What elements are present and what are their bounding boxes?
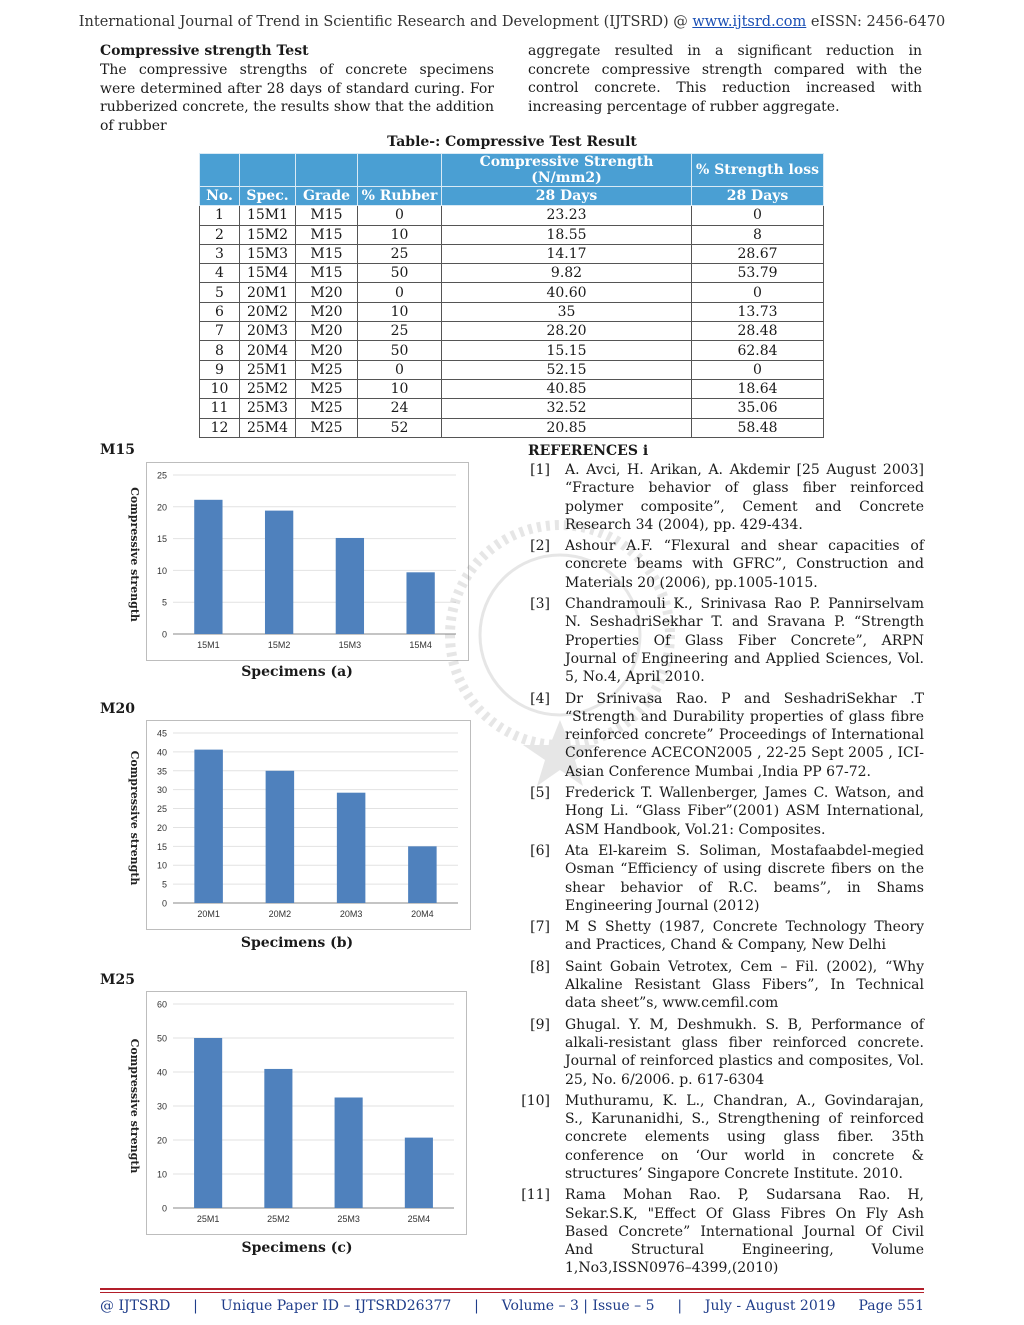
table-cell: 15M1 <box>240 206 296 225</box>
table-cell: 0 <box>692 206 824 225</box>
table-cell: 50 <box>358 264 442 283</box>
table-group-header-strength: Compressive Strength (N/mm2) <box>442 154 692 187</box>
bar <box>335 1098 363 1209</box>
bar <box>194 500 222 634</box>
chart-caption-c: Specimens (c) <box>241 1240 353 1256</box>
table-cell: M20 <box>296 283 358 302</box>
table-cell: M15 <box>296 206 358 225</box>
reference-number: [3] <box>530 596 550 613</box>
y-tick-label: 30 <box>156 1101 167 1112</box>
reference-number: [4] <box>530 690 550 707</box>
table-cell: 9 <box>200 360 240 379</box>
table-cell: 50 <box>358 341 442 360</box>
reference-number: [8] <box>530 958 550 975</box>
bar <box>194 750 223 903</box>
table-row <box>200 264 824 283</box>
table-cell: 25M4 <box>240 418 296 437</box>
table-cell: M20 <box>296 322 358 341</box>
chart-m15 <box>128 462 469 661</box>
compressive-test-table <box>199 153 824 438</box>
table-cell: M25 <box>296 379 358 398</box>
table-cell: 25 <box>358 244 442 263</box>
table-cell: 15M2 <box>240 225 296 244</box>
reference-text: Ashour A.F. “Flexural and shear capacities of concrete beams with GFRC”, Construction and Materials 20 (2006), pp.1005-1015. <box>565 538 924 591</box>
reference-item <box>528 1016 924 1089</box>
y-tick-label: 20 <box>156 822 167 833</box>
reference-number: [11] <box>521 1187 550 1204</box>
x-tick-label: 15M4 <box>409 640 432 650</box>
table-cell: 40.85 <box>442 379 692 398</box>
table-row <box>200 360 824 379</box>
table-cell: 20M1 <box>240 283 296 302</box>
table-cell: M20 <box>296 302 358 321</box>
table-cell: M25 <box>296 360 358 379</box>
section-paragraph-right: aggregate resulted in a significant reduction in concrete compressive strength compared with the control concrete. This reduction increased with increasing percentage of rubber aggregate. <box>528 43 922 115</box>
table-cell: 18.55 <box>442 225 692 244</box>
footer-item: July - August 2019 <box>704 1298 836 1314</box>
table-cell: 52 <box>358 418 442 437</box>
chart-label-m20: M20 <box>100 701 135 717</box>
table-cell: 0 <box>358 283 442 302</box>
table-cell: 35 <box>442 302 692 321</box>
y-tick-label: 5 <box>161 879 167 890</box>
table-row <box>200 225 824 244</box>
table-group-header-loss: % Strength loss <box>692 154 824 187</box>
table-cell: 18.64 <box>692 379 824 398</box>
y-tick-label: 40 <box>156 1067 167 1078</box>
y-tick-label: 10 <box>156 1169 167 1180</box>
bar <box>265 511 293 634</box>
table-cell: 28.67 <box>692 244 824 263</box>
footer-item: Unique Paper ID – IJTSRD26377 <box>220 1298 452 1314</box>
table-cell: 20M2 <box>240 302 296 321</box>
table-header-row <box>200 187 824 206</box>
x-tick-label: 15M1 <box>197 640 220 650</box>
bar <box>264 1069 292 1208</box>
y-axis-label-area <box>121 463 141 660</box>
reference-text: Dr Srinivasa Rao. P and SeshadriSekhar .T “Strength and Durability properties of glass fibre reinforced concrete” Proceedings of International Conference ACECON2005 , 22-25 Sept 2005 , ICI- Asian Conference Mumbai ,India PP 67-72. <box>565 690 924 780</box>
reference-number: [5] <box>530 785 550 802</box>
table-cell: 2 <box>200 225 240 244</box>
y-axis-label: Compressive strength <box>128 487 141 622</box>
table-cell: 28.48 <box>692 322 824 341</box>
table-cell: 58.48 <box>692 418 824 437</box>
y-tick-label: 20 <box>156 502 167 513</box>
table-group-header-blank <box>200 154 240 187</box>
table-cell: 40.60 <box>442 283 692 302</box>
reference-item <box>521 1092 924 1183</box>
table-cell: M25 <box>296 418 358 437</box>
table-cell: 62.84 <box>692 341 824 360</box>
chart-m25 <box>128 991 467 1235</box>
table-cell: 52.15 <box>442 360 692 379</box>
references-section <box>521 442 924 1281</box>
table-header-strength-28: 28 Days <box>442 187 692 206</box>
footer-separator: | <box>193 1298 198 1314</box>
y-tick-label: 0 <box>161 629 167 640</box>
x-tick-label: 20M3 <box>339 909 363 919</box>
y-axis-label-area <box>121 992 141 1234</box>
reference-number: [10] <box>521 1092 550 1109</box>
reference-text: Rama Mohan Rao. P, Sudarsana Rao. H, Sekar.S.K, "Effect Of Glass Fibres On Fly Ash Based Concrete” International Journal Of Civil And Structural Engineering, Volume 1,No3,ISSN0976–4399,(2010) <box>565 1187 924 1277</box>
footer-rule <box>100 1288 924 1291</box>
table-cell: M15 <box>296 225 358 244</box>
reference-text: Ata El-kareim S. Soliman, Mostafaabdel-megied Osman “Efficiency of using discrete fibers on the shear behavior of R.C. beams”, in Shams Engineering Journal (2012) <box>565 842 924 914</box>
bar <box>336 538 364 634</box>
reference-item <box>528 461 924 534</box>
header-issn: eISSN: 2456-6470 <box>806 14 946 30</box>
reference-text: Saint Gobain Vetrotex, Cem – Fil. (2002), “Why Alkaline Resistant Glass Fibers”, In Technical data sheet”s, www.cemfil.com <box>565 958 924 1012</box>
chart-m20 <box>128 720 471 930</box>
table-cell: 25M1 <box>240 360 296 379</box>
table-cell: 35.06 <box>692 399 824 418</box>
table-row <box>200 302 824 321</box>
section-paragraph-left: The compressive strengths of concrete specimens were determined after 28 days of standard curing. For rubberized concrete, the results show that the addition of rubber <box>100 62 494 134</box>
left-text-column <box>100 42 494 135</box>
y-axis-label: Compressive strength <box>128 1038 141 1174</box>
table-cell: 28.20 <box>442 322 692 341</box>
table-cell: 0 <box>358 206 442 225</box>
reference-item <box>528 595 924 686</box>
y-tick-label: 5 <box>161 597 167 608</box>
table-cell: 53.79 <box>692 264 824 283</box>
y-axis-label-area <box>121 721 141 929</box>
reference-text: Muthuramu, K. L., Chandran, A., Govindarajan, S., Karunanidhi, S., Strengthening of reinforced concrete elements using glass fiber. 35th conference on ‘Our world in concrete & structures’ Singapore Concrete Institute. 2010. <box>565 1092 924 1182</box>
y-tick-label: 10 <box>156 565 167 576</box>
table-cell: 20.85 <box>442 418 692 437</box>
reference-text: Frederick T. Wallenberger, James C. Watson, and Hong Li. “Glass Fiber”(2001) ASM International, ASM Handbook, Vol.21: Composites. <box>565 785 924 838</box>
footer-separator: | <box>474 1298 479 1314</box>
table-header-loss-28: 28 Days <box>692 187 824 206</box>
reference-item <box>528 842 924 915</box>
y-tick-label: 30 <box>156 785 167 796</box>
table-row <box>200 399 824 418</box>
table-cell: 10 <box>358 225 442 244</box>
table-cell: M15 <box>296 244 358 263</box>
y-axis-label: Compressive strength <box>128 750 141 886</box>
reference-number: [7] <box>530 919 550 936</box>
table-cell: 3 <box>200 244 240 263</box>
table-group-header-blank <box>240 154 296 187</box>
bar <box>194 1038 222 1208</box>
y-tick-label: 25 <box>156 470 167 481</box>
table-row <box>200 322 824 341</box>
footer-separator: | <box>677 1298 683 1314</box>
table-cell: 13.73 <box>692 302 824 321</box>
table-cell: 25 <box>358 322 442 341</box>
table-row <box>200 341 824 360</box>
table-cell: 10 <box>200 379 240 398</box>
table-cell: 7 <box>200 322 240 341</box>
x-tick-label: 25M1 <box>196 1214 220 1224</box>
x-tick-label: 20M2 <box>268 909 292 919</box>
footer-item: @ IJTSRD <box>100 1298 171 1314</box>
references-list <box>521 461 924 1278</box>
table-cell: 10 <box>358 379 442 398</box>
reference-text: Chandramouli K., Srinivasa Rao P. Pannirselvam N. SeshadriSekhar T. and Sravana P. “Strength Properties Of Glass Fiber Concrete”, ARPN Journal of Engineering and Applied Sciences, Vol. 5, No.4, April 2010. <box>565 596 924 686</box>
references-title: REFERENCES i <box>528 443 649 459</box>
table-row <box>200 418 824 437</box>
table-cell: 12 <box>200 418 240 437</box>
table-cell: 20M3 <box>240 322 296 341</box>
x-tick-label: 20M1 <box>197 909 220 919</box>
reference-item <box>528 784 924 839</box>
y-tick-label: 45 <box>156 728 167 739</box>
table-cell: 5 <box>200 283 240 302</box>
reference-text: M S Shetty (1987, Concrete Technology Theory and Practices, Chand & Company, New Delhi <box>565 919 924 954</box>
reference-item <box>528 690 924 781</box>
reference-number: [9] <box>530 1016 550 1033</box>
bar <box>405 1138 433 1208</box>
reference-number: [6] <box>530 842 550 859</box>
bar <box>406 572 434 634</box>
table-cell: 8 <box>200 341 240 360</box>
table-cell: 0 <box>692 283 824 302</box>
reference-number: [1] <box>530 462 550 478</box>
footer-item: Page 551 <box>858 1298 924 1314</box>
x-tick-label: 25M2 <box>267 1214 290 1224</box>
table-row <box>200 379 824 398</box>
y-tick-label: 10 <box>156 860 167 871</box>
header-text: International Journal of Trend in Scientific Research and Development (IJTSRD) @ <box>78 14 693 30</box>
table-cell: 20M4 <box>240 341 296 360</box>
reference-item <box>528 537 924 592</box>
y-tick-label: 35 <box>156 766 167 777</box>
table-cell: M20 <box>296 341 358 360</box>
table-row <box>200 206 824 225</box>
table-cell: 1 <box>200 206 240 225</box>
table-header-rubber: % Rubber <box>358 187 442 206</box>
table-header-spec: Spec. <box>240 187 296 206</box>
bar <box>337 793 366 903</box>
table-cell: 10 <box>358 302 442 321</box>
bar <box>266 771 295 903</box>
y-tick-label: 40 <box>156 747 167 758</box>
table-cell: M25 <box>296 399 358 418</box>
page-footer <box>100 1298 924 1314</box>
x-tick-label: 25M3 <box>337 1214 360 1224</box>
y-tick-label: 25 <box>156 804 167 815</box>
table-cell: 15.15 <box>442 341 692 360</box>
header-link[interactable]: www.ijtsrd.com <box>692 14 807 30</box>
table-group-header-row <box>200 154 824 187</box>
table-group-header-blank <box>358 154 442 187</box>
x-tick-label: 15M3 <box>338 640 362 650</box>
table-header-no: No. <box>200 187 240 206</box>
reference-text: Ghugal. Y. M, Deshmukh. S. B, Performance of alkali-resistant glass fiber reinforced concrete. Journal of reinforced plastics and composites, Vol. 25, No. 6/2006. p. 617-6304 <box>565 1016 924 1088</box>
y-tick-label: 15 <box>156 534 167 545</box>
x-tick-label: 25M4 <box>407 1214 431 1224</box>
y-tick-label: 50 <box>156 1033 167 1044</box>
table-body <box>200 206 824 438</box>
table-cell: 25M3 <box>240 399 296 418</box>
x-tick-label: 20M4 <box>411 909 434 919</box>
reference-item <box>521 1186 924 1277</box>
table-cell: 9.82 <box>442 264 692 283</box>
section-title: Compressive strength Test <box>100 43 309 59</box>
chart-label-m25: M25 <box>100 972 135 988</box>
table-row <box>200 244 824 263</box>
table-cell: 23.23 <box>442 206 692 225</box>
footer-item: Volume – 3 | Issue – 5 <box>501 1298 655 1314</box>
table-cell: 32.52 <box>442 399 692 418</box>
table-cell: 11 <box>200 399 240 418</box>
bar-chart-svg <box>147 992 466 1234</box>
right-text-column <box>528 42 922 116</box>
y-tick-label: 60 <box>156 999 167 1010</box>
chart-label-m15: M15 <box>100 442 135 458</box>
table-cell: 15M4 <box>240 264 296 283</box>
x-tick-label: 15M2 <box>267 640 291 650</box>
table-cell: M15 <box>296 264 358 283</box>
bar-chart-svg <box>147 721 470 929</box>
reference-text: A. Avci, H. Arikan, A. Akdemir [25 August 2003] “Fracture behavior of glass fiber reinforced polymer composite”, Cement and Concrete Research 34 (2004), pp. 429-434. <box>565 462 924 533</box>
table-title: Table-: Compressive Test Result <box>387 134 637 150</box>
table-cell: 6 <box>200 302 240 321</box>
y-tick-label: 20 <box>156 1135 167 1146</box>
table-cell: 15M3 <box>240 244 296 263</box>
bar <box>408 846 437 903</box>
table-cell: 0 <box>692 360 824 379</box>
table-cell: 4 <box>200 264 240 283</box>
y-tick-label: 0 <box>161 1203 167 1214</box>
chart-caption-a: Specimens (a) <box>241 664 353 680</box>
table-cell: 24 <box>358 399 442 418</box>
reference-item <box>528 958 924 1013</box>
table-row <box>200 283 824 302</box>
bar-chart-svg <box>147 463 468 660</box>
table-group-header-blank <box>296 154 358 187</box>
table-cell: 14.17 <box>442 244 692 263</box>
table-cell: 8 <box>692 225 824 244</box>
y-tick-label: 15 <box>156 841 167 852</box>
journal-header <box>0 14 1024 30</box>
footer-rule-thin <box>100 1292 924 1293</box>
chart-caption-b: Specimens (b) <box>240 935 354 951</box>
table-cell: 0 <box>358 360 442 379</box>
table-header-grade: Grade <box>296 187 358 206</box>
table-cell: 25M2 <box>240 379 296 398</box>
reference-item <box>528 918 924 955</box>
reference-number: [2] <box>530 538 550 555</box>
y-tick-label: 0 <box>161 898 167 909</box>
